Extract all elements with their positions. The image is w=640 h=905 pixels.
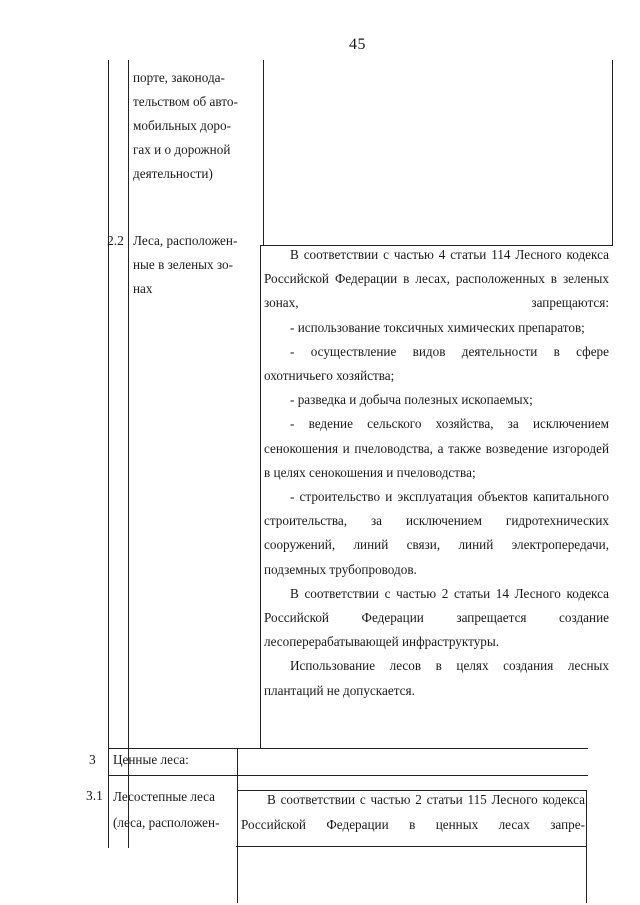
table-border-right [586,790,587,903]
description-paragraph: - использование токсичных химических препаратов; [290,319,585,335]
description-paragraph: В соответствии с частью 4 статьи 114 Лесного кодекса Российской Федерации в лесах, расположенных в зеленых зонах, запрещаются: [264,247,609,311]
row-name-cell: Лесостепные леса (леса, расположен- [113,789,220,830]
row-name-cell: Леса, расположен- ные в зеленых зо- нах [133,233,238,296]
row-separator [108,775,588,776]
row-separator [236,846,586,847]
table-column-divider-1 [128,60,129,848]
description-paragraph: - разведка и добыча полезных ископаемых; [290,392,533,408]
table-border-right [612,60,613,246]
description-paragraph: - осуществление видов деятельности в сфере охотничьего хозяйства; [264,343,609,384]
row-number-cell: 2.2 [107,233,124,248]
description-paragraph: - ведение сельского хозяйства, за исключением сенокошения и пчеловодства, а также возведение изгородей в целях сенокошения и пчеловодства; [264,416,609,480]
row-name-cell: Ценные леса: [113,752,189,767]
row-description-cell [241,787,585,837]
row-name-cell: порте, законода- тельством об авто- мобильных доро- гах и о дорожной деятельности) [133,70,238,181]
page-number: 45 [349,36,366,53]
table-border-left [108,60,109,848]
table-column-divider-2 [263,60,264,246]
row-number-cell: 3 [89,752,96,767]
description-paragraph: В соответствии с частью 2 статьи 14 Лесного кодекса Российской Федерации запрещается создание лесоперерабатывающей инфраструктуры. [264,585,609,650]
description-paragraph: - строительство и эксплуатация объектов капитального строительства, за исключением гидротехнических сооружений, линий связи, линий электропередачи, подземных трубопроводов. [264,489,609,577]
description-paragraph: Использование лесов в целях создания лесных плантаций не допускается. [264,658,609,698]
table-column-divider-2 [237,748,238,903]
row-description-cell [264,243,609,703]
description-paragraph: В соответствии с частью 2 статьи 115 Лесного кодекса Российской Федерации в ценных лесах запре- [241,792,585,832]
table-column-divider-2 [260,246,261,748]
row-number-cell: 3.1 [86,788,103,803]
